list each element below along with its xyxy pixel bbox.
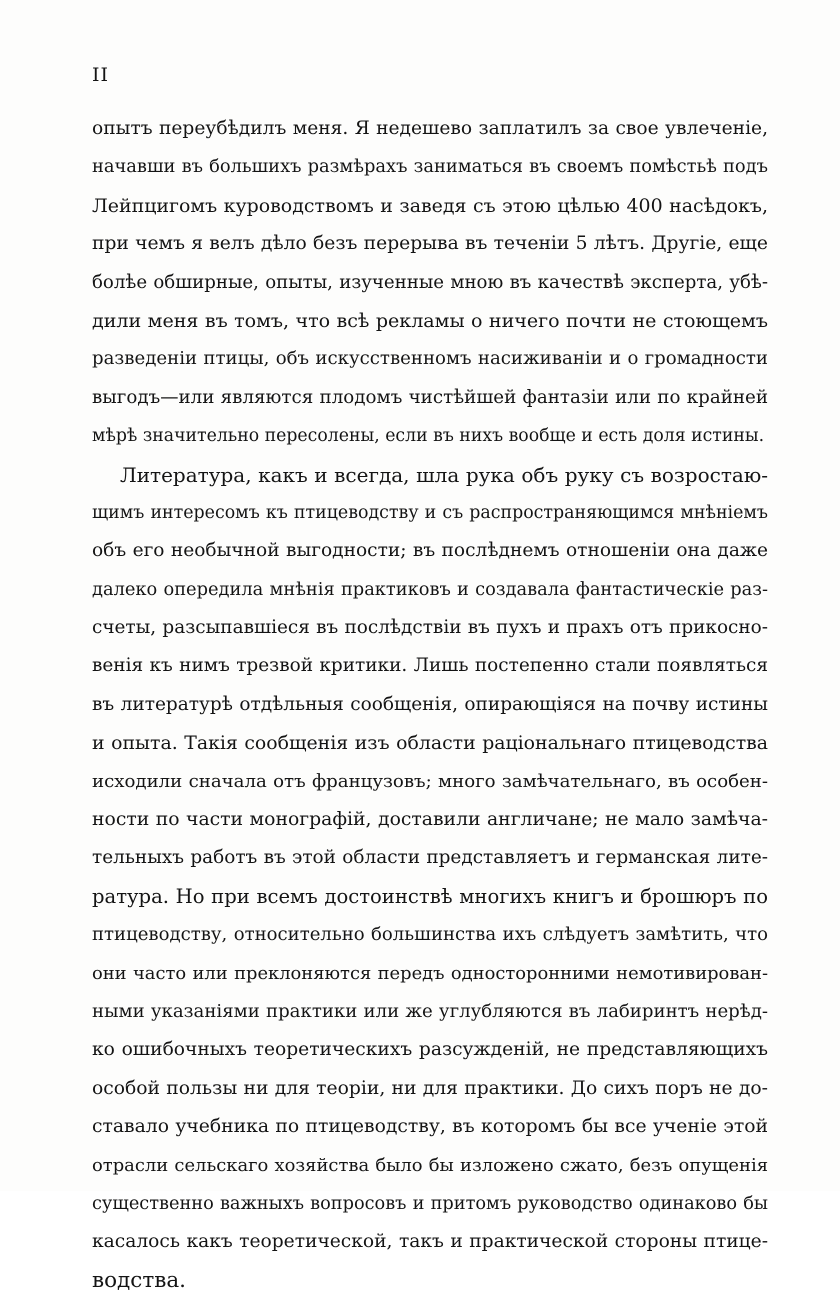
text-line: ности по части монографій, доставили англичане; не мало замѣча- [92, 809, 768, 831]
text-line: разведеніи птицы, объ искусственномъ насиживаніи и о громадности [92, 348, 768, 370]
text-line: объ его необычной выгодности; въ послѣднемъ отношеніи она даже [92, 540, 768, 562]
text-line: исходили сначала отъ французовъ; много замѣчательнаго, въ особен- [92, 770, 768, 792]
text-line: мѣрѣ значительно пересолены, если въ нихъ вообще и есть доля истины. [92, 426, 765, 447]
text-line: тельныхъ работъ въ этой области представляетъ и германская лите- [92, 847, 768, 869]
text-line: далеко опередила мнѣнія практиковъ и создавала фантастическіе раз- [92, 578, 768, 600]
text-line: особой пользы ни для теоріи, ни для практики. До сихъ поръ не до- [92, 1077, 768, 1099]
text-line: выгодъ—или являются плодомъ чистѣйшей фантазіи или по крайней [92, 386, 768, 408]
text-line: птицеводству, относительно большинства ихъ слѣдуетъ замѣтить, что [92, 924, 768, 946]
text-line: и опыта. Такія сообщенія изъ области раціональнаго птицеводства [92, 732, 768, 755]
text-line: ко ошибочныхъ теоретическихъ разсужденій, не представляющихъ [92, 1039, 768, 1061]
text-line: существенно важныхъ вопросовъ и притомъ руководство одинаково бы [92, 1193, 768, 1214]
text-line: ратура. Но при всемъ достоинствѣ многихъ книгъ и брошюръ по [92, 884, 768, 908]
text-line: они часто или преклоняются передъ односторонними немотивирован- [92, 962, 768, 984]
text-line: въ литературѣ отдѣльныя сообщенія, опирающіяся на почву истины [92, 693, 768, 715]
text-line: ставало учебника по птицеводству, въ которомъ бы все ученіе этой [92, 1116, 768, 1138]
text-line: Лейпцигомъ куроводствомъ и заведя съ этою цѣлью 400 насѣдокъ, [92, 194, 768, 217]
text-line: дили меня въ томъ, что всѣ рекламы о ничего почти не стоющемъ [92, 309, 768, 332]
text-line: отрасли сельскаго хозяйства было бы изложено сжато, безъ опущенія [92, 1154, 768, 1176]
text-line: болѣе обширные, опыты, изученные мною въ качествѣ эксперта, убѣ- [92, 271, 768, 293]
text-line: ными указаніями практики или же углубляются въ лабиринтъ нерѣд- [92, 1000, 768, 1022]
text-line: касалось какъ теоретической, такъ и практической стороны птице- [92, 1231, 768, 1253]
text-line: водства. [92, 1267, 186, 1293]
text-line: Литература, какъ и всегда, шла рука объ руку съ возростаю- [120, 462, 768, 487]
text-line: щимъ интересомъ къ птицеводству и съ распространяющимся мнѣніемъ [92, 502, 768, 523]
text-line: опытъ переубѣдилъ меня. Я недешево заплатилъ за свое увлеченіе, [92, 118, 768, 139]
text-line: венія къ нимъ трезвой критики. Лишь постепенно стали появляться [92, 655, 768, 677]
text-line: начавши въ большихъ размѣрахъ заниматься въ своемъ помѣстьѣ подъ [92, 156, 768, 178]
text-line: при чемъ я велъ дѣло безъ перерыва въ теченіи 5 лѣтъ. Другіе, еще [92, 233, 768, 255]
page-number: II [92, 64, 110, 86]
body-text [92, 110, 768, 1300]
text-line: счеты, разсыпавшіеся въ послѣдствіи въ пухъ и прахъ отъ прикосно- [92, 617, 768, 639]
